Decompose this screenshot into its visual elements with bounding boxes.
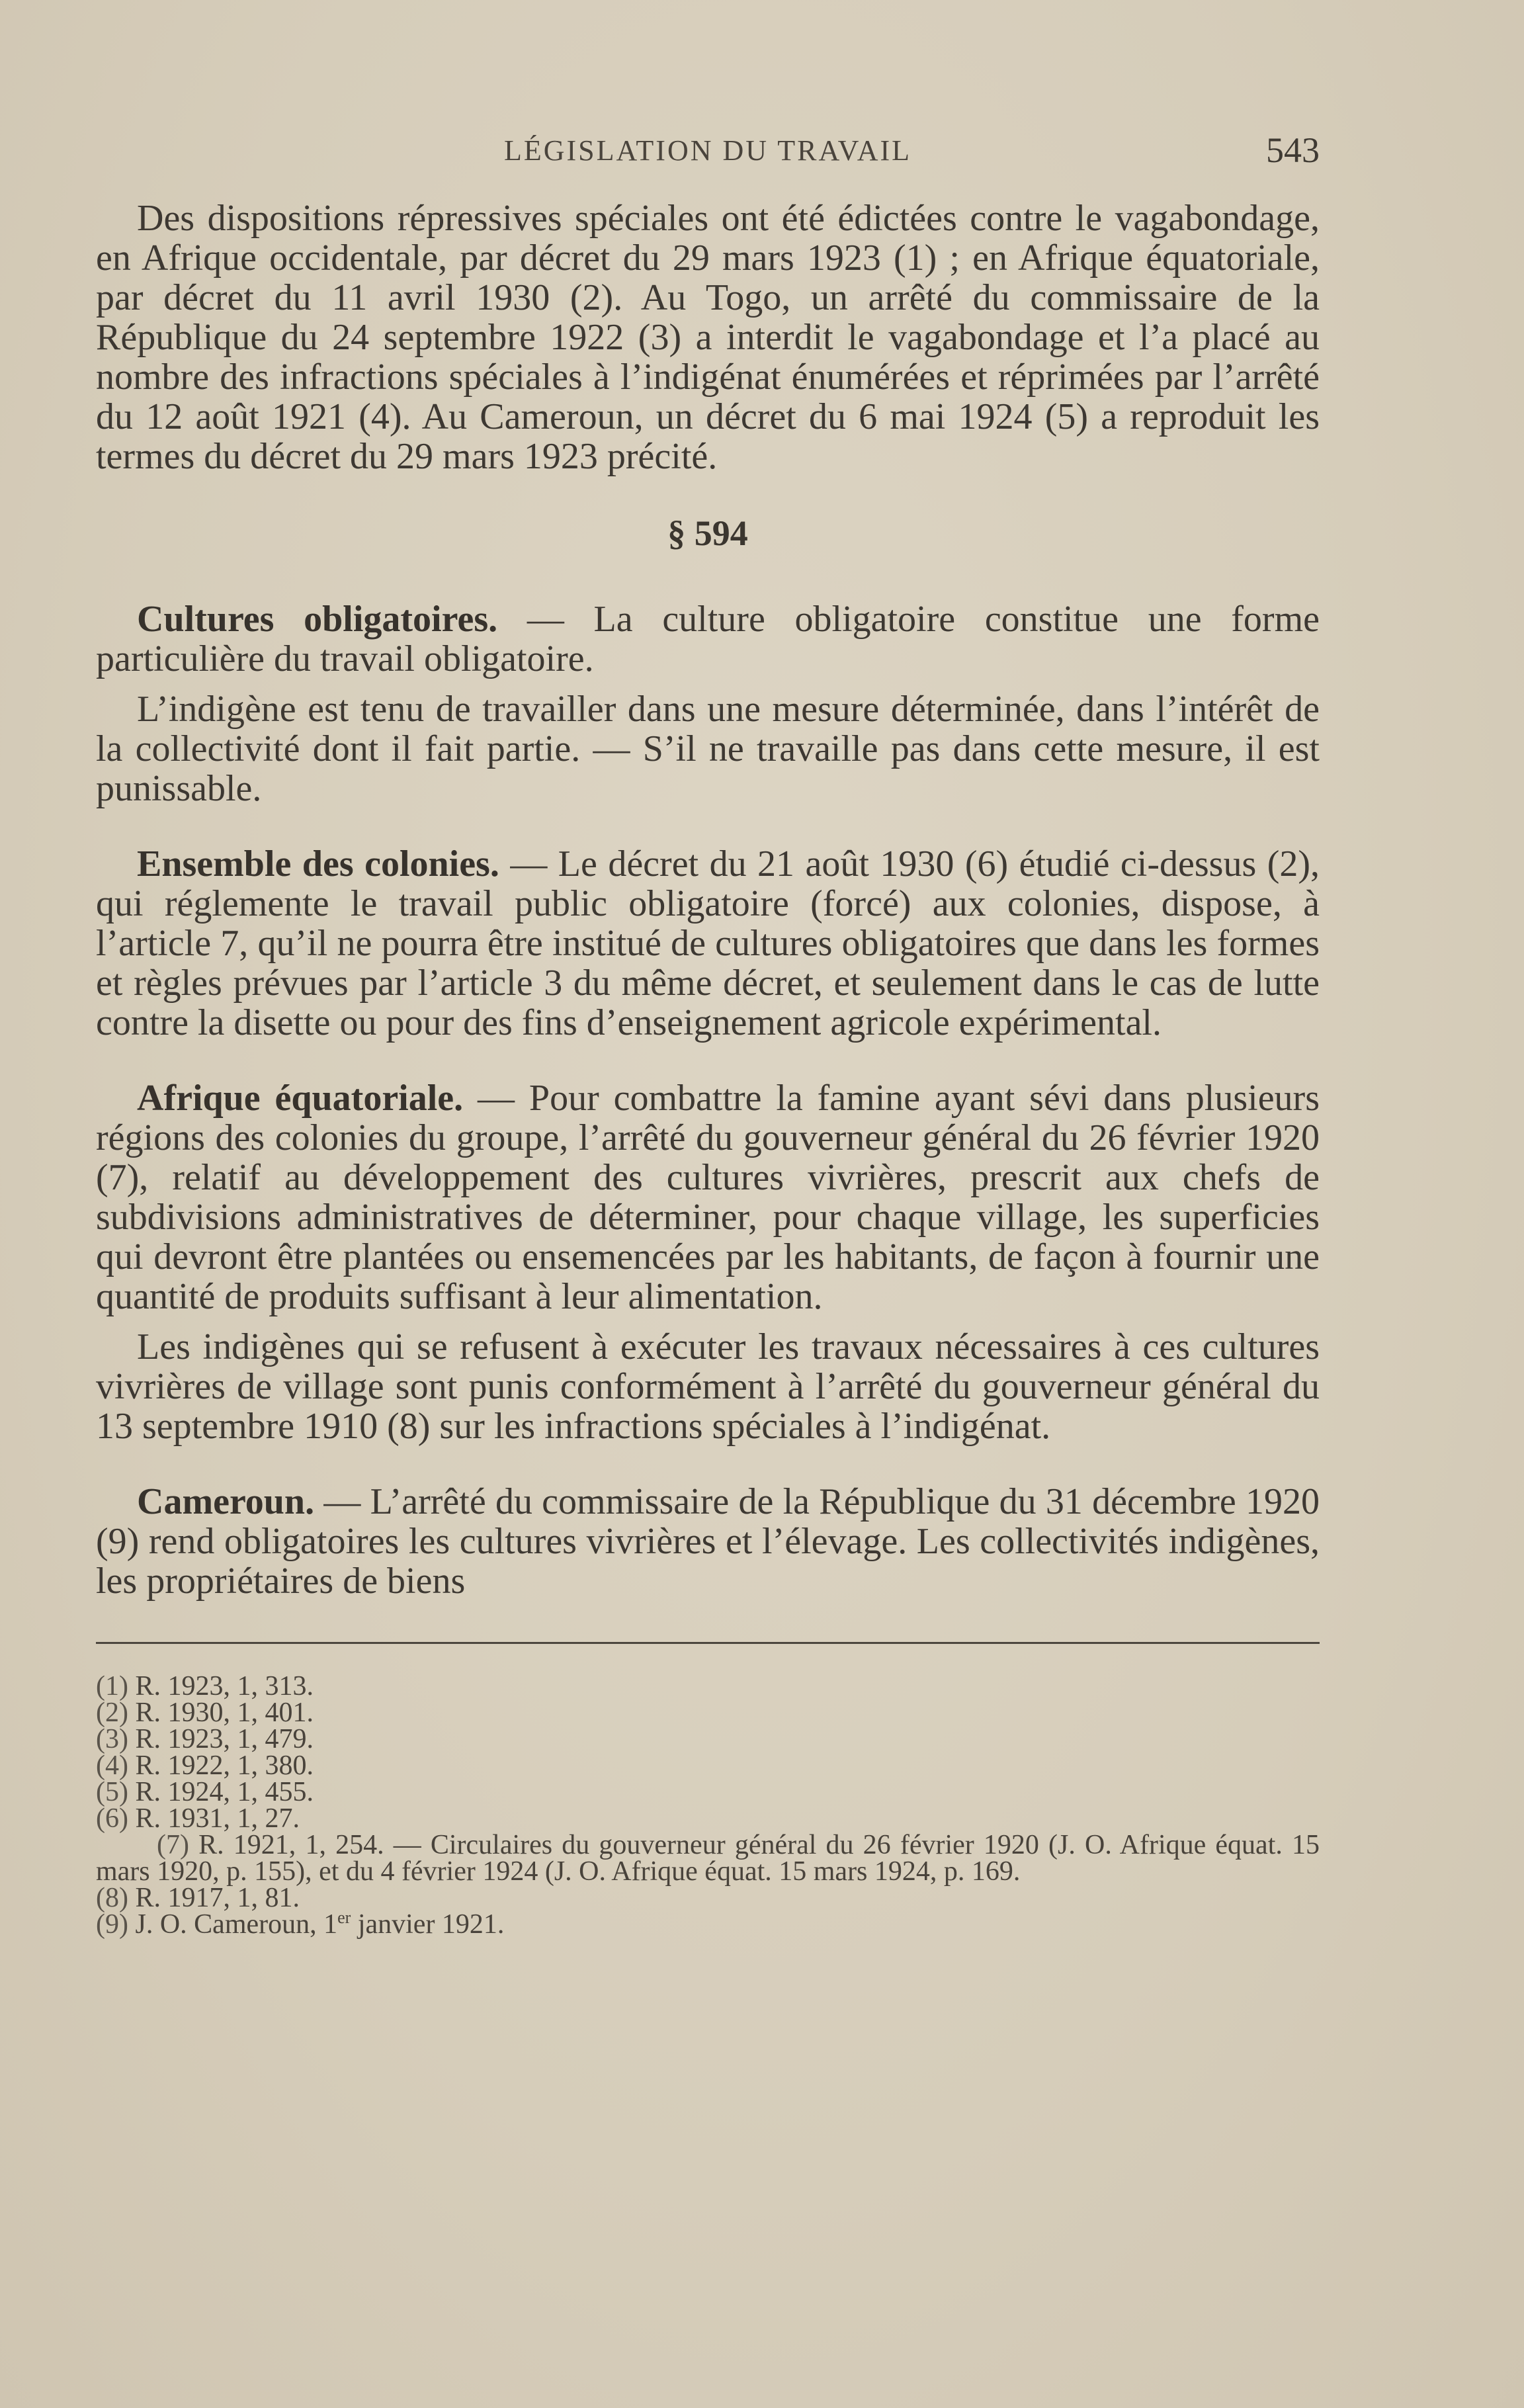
paragraph-cameroun — [96, 1482, 1320, 1601]
footnote-item — [96, 1777, 1320, 1807]
footnote-item — [96, 1908, 1320, 1940]
run-in-heading-ensemble: Ensemble des colonies. — [137, 843, 499, 884]
footnote-text: R. 1930, 1, 401. — [135, 1698, 314, 1728]
footnote-text: R. 1924, 1, 455. — [135, 1777, 314, 1807]
footnote-text: R. 1923, 1, 313. — [135, 1671, 314, 1701]
footnote-text: R. 1931, 1, 27. — [135, 1803, 300, 1834]
run-in-heading-cameroun: Cameroun. — [137, 1481, 315, 1522]
footnote-item — [96, 1883, 1320, 1913]
footnote-item-long — [96, 1832, 1320, 1885]
footnote-item — [96, 1803, 1320, 1834]
footnote-superscript: er — [337, 1908, 351, 1927]
paragraph-text-cameroun: — L’arrêté du commissaire de la République du 31 décembre 1920 (9) rend obligatoires les cultures vivrières et l’élevage. Les collectivités indigènes, les propriétaires de biens — [96, 1481, 1320, 1602]
footnote-mark: (3) — [96, 1724, 128, 1754]
footnote-text: R. 1921, 1, 254. — Circulaires du gouverneur général du 26 février 1920 (J. O. Afrique équat. 15 mars 1920, p. 155), et du 4 février 1924 (J. O. Afrique équat. 15 mars 1924, p. 169. — [96, 1830, 1320, 1887]
footnote-item — [96, 1671, 1320, 1701]
footnote-mark: (7) — [157, 1830, 189, 1860]
footnote-mark: (5) — [96, 1777, 128, 1807]
footnotes — [96, 1673, 1320, 1938]
paragraph-afrique-equatoriale — [96, 1078, 1320, 1316]
footnote-mark: (1) — [96, 1671, 128, 1701]
section-number: § 594 — [667, 513, 748, 553]
footnote-text: J. O. Cameroun, 1 — [135, 1909, 338, 1940]
footnote-mark: (6) — [96, 1803, 128, 1834]
page-header — [96, 126, 1320, 185]
footnote-text: R. 1923, 1, 479. — [135, 1724, 314, 1754]
footnote-mark: (2) — [96, 1698, 128, 1728]
footnote-mark: (9) — [96, 1909, 128, 1940]
run-in-heading-cultures: Cultures obligatoires. — [137, 599, 498, 640]
paragraph-ensemble-colonies — [96, 844, 1320, 1043]
footnote-mark: (8) — [96, 1883, 128, 1913]
footnote-item — [96, 1750, 1320, 1781]
paragraph-indigene-travail: L’indigène est tenu de travailler dans une mesure déterminée, dans l’intérêt de la collectivité dont il fait partie. — S’il ne travaille pas dans cette mesure, il est punissable. — [96, 689, 1320, 809]
footnote-text: R. 1917, 1, 81. — [135, 1883, 300, 1913]
paragraph-text-ensemble: — Le décret du 21 août 1930 (6) étudié ci-dessus (2), qui réglemente le travail public obligatoire (forcé) aux colonies, dispose, à l’article 7, qu’il ne pourra être institué de cultures obligatoires que dans les formes et règles prévues par l’article 3 du même décret, et seulement dans le cas de lutte contre la disette ou pour des fins d’enseignement agricole expérimental. — [96, 843, 1320, 1043]
footnote-item — [96, 1698, 1320, 1728]
paragraph-cultures-obligatoires — [96, 599, 1320, 679]
footnote-text-tail: janvier 1921. — [351, 1909, 505, 1940]
running-title: LÉGISLATION DU TRAVAIL — [504, 134, 911, 167]
paragraph-text-afrique: — Pour combattre la famine ayant sévi dans plusieurs régions des colonies du groupe, l’arrêté du gouverneur général du 26 février 1920 (7), relatif au développement des cultures vivrières, prescrit aux chefs de subdivisions administratives de déterminer, pour chaque village, les superficies qui devront être plantées ou ensemencées par les habitants, de façon à fournir une quantité de produits suffisant à leur alimentation. — [96, 1078, 1320, 1317]
paragraph-vagabondage: Des dispositions répressives spéciales ont été édictées contre le vagabondage, en Afrique occidentale, par décret du 29 mars 1923 (1) ; en Afrique équatoriale, par décret du 11 avril 1930 (2). Au Togo, un arrêté du commissaire de la République du 24 septembre 1922 (3) a interdit le vagabondage et l’a placé au nombre des infractions spéciales à l’indigénat énumérées et réprimées par l’arrêté du 12 août 1921 (4). Au Cameroun, un décret du 6 mai 1924 (5) a reproduit les termes du décret du 29 mars 1923 précité. — [96, 198, 1320, 477]
page-number: 543 — [1266, 130, 1320, 170]
run-in-heading-afrique: Afrique équatoriale. — [137, 1078, 464, 1119]
footnote-item — [96, 1724, 1320, 1754]
footnote-text: R. 1922, 1, 380. — [135, 1750, 314, 1781]
page — [96, 126, 1320, 1938]
paragraph-text-cultures: — La culture obligatoire constitue une forme particulière du travail obligatoire. — [96, 599, 1320, 679]
footnote-mark: (4) — [96, 1750, 128, 1781]
footnote-divider — [96, 1642, 1320, 1644]
paragraph-indigenes-refus: Les indigènes qui se refusent à exécuter les travaux nécessaires à ces cultures vivrières de village sont punis conformément à l’arrêté du gouverneur général du 13 septembre 1910 (8) sur les infractions spéciales à l’indigénat. — [96, 1326, 1320, 1447]
